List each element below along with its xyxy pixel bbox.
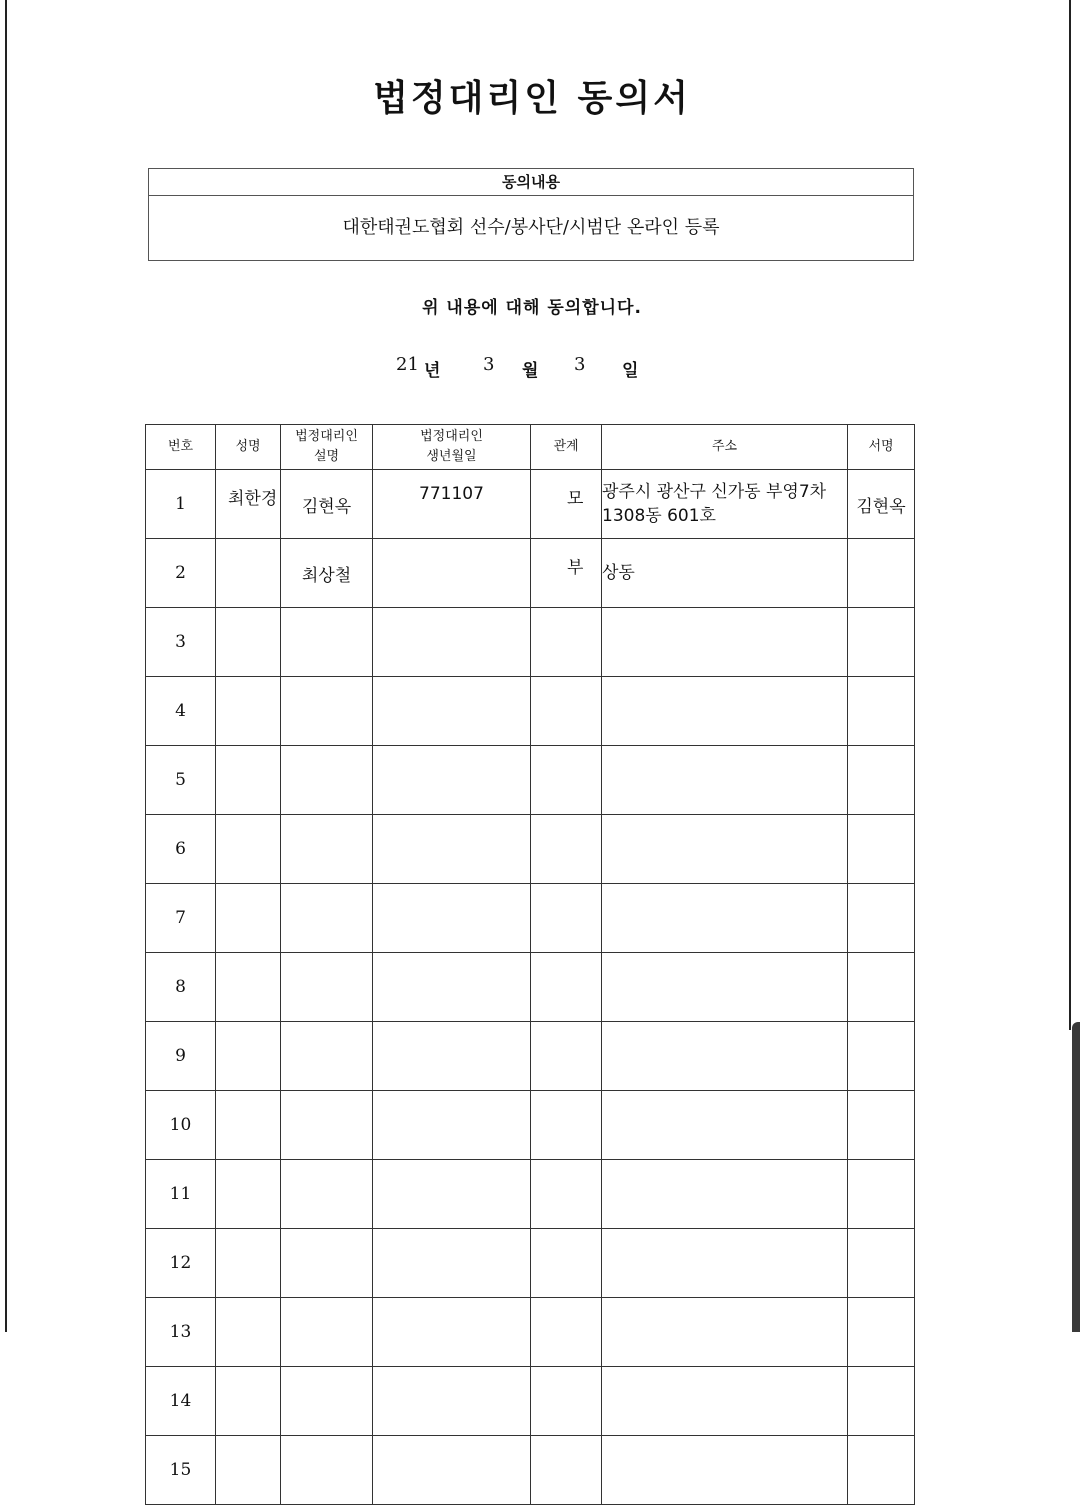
cell-relation: 모 bbox=[531, 470, 602, 539]
cell-number: 15 bbox=[146, 1436, 216, 1505]
consent-box bbox=[148, 168, 914, 261]
cell-relation bbox=[531, 608, 602, 677]
cell-address bbox=[602, 884, 848, 953]
cell-name bbox=[216, 677, 281, 746]
cell-name bbox=[216, 746, 281, 815]
cell-signature bbox=[848, 953, 915, 1022]
table-header-row bbox=[146, 425, 915, 470]
cell-rep-birth bbox=[373, 677, 531, 746]
cell-address: 광주시 광산구 신가동 부영7차 1308동 601호 bbox=[602, 470, 848, 539]
cell-signature bbox=[848, 815, 915, 884]
cell-relation bbox=[531, 884, 602, 953]
cell-address: 상동 bbox=[602, 539, 848, 608]
cell-relation bbox=[531, 746, 602, 815]
cell-signature bbox=[848, 608, 915, 677]
header-name: 성명 bbox=[216, 425, 281, 470]
cell-rep-name bbox=[281, 953, 373, 1022]
cell-number: 10 bbox=[146, 1091, 216, 1160]
table-row bbox=[146, 677, 915, 746]
cell-rep-name bbox=[281, 608, 373, 677]
table-row bbox=[146, 470, 915, 539]
cell-number: 1 bbox=[146, 470, 216, 539]
guardian-table bbox=[145, 424, 915, 1505]
cell-address bbox=[602, 746, 848, 815]
cell-rep-birth bbox=[373, 953, 531, 1022]
cell-signature bbox=[848, 1367, 915, 1436]
cell-name bbox=[216, 608, 281, 677]
cell-name bbox=[216, 1091, 281, 1160]
cell-signature bbox=[848, 539, 915, 608]
cell-address bbox=[602, 677, 848, 746]
cell-relation bbox=[531, 1022, 602, 1091]
table-row bbox=[146, 884, 915, 953]
cell-name bbox=[216, 539, 281, 608]
cell-signature bbox=[848, 746, 915, 815]
cell-address bbox=[602, 1022, 848, 1091]
cell-signature bbox=[848, 1022, 915, 1091]
cell-number: 8 bbox=[146, 953, 216, 1022]
cell-signature bbox=[848, 1091, 915, 1160]
cell-name bbox=[216, 1160, 281, 1229]
table-row bbox=[146, 1367, 915, 1436]
cell-rep-birth bbox=[373, 1229, 531, 1298]
cell-address bbox=[602, 1091, 848, 1160]
table-row bbox=[146, 953, 915, 1022]
cell-signature bbox=[848, 1160, 915, 1229]
table-row bbox=[146, 539, 915, 608]
cell-number: 3 bbox=[146, 608, 216, 677]
cell-rep-birth: 771107 bbox=[373, 470, 531, 539]
agreement-statement: 위 내용에 대해 동의합니다. bbox=[422, 298, 642, 318]
document-title: 법정대리인 동의서 bbox=[373, 78, 691, 119]
cell-rep-name bbox=[281, 815, 373, 884]
cell-rep-name bbox=[281, 1022, 373, 1091]
consent-text: 대한태권도협회 선수/봉사단/시범단 온라인 등록 bbox=[342, 217, 720, 238]
table-row bbox=[146, 815, 915, 884]
page-frame-left bbox=[5, 0, 7, 1332]
cell-relation: 부 bbox=[531, 539, 602, 608]
cell-relation bbox=[531, 1298, 602, 1367]
page-frame-right bbox=[1069, 0, 1071, 1030]
cell-rep-name bbox=[281, 1367, 373, 1436]
cell-name bbox=[216, 1229, 281, 1298]
cell-relation bbox=[531, 677, 602, 746]
cell-signature: 김현옥 bbox=[848, 470, 915, 539]
cell-name bbox=[216, 884, 281, 953]
cell-name bbox=[216, 1436, 281, 1505]
header-number: 번호 bbox=[146, 425, 216, 470]
cell-address bbox=[602, 1367, 848, 1436]
cell-number: 14 bbox=[146, 1367, 216, 1436]
table-row bbox=[146, 1436, 915, 1505]
header-rep-birth bbox=[373, 425, 531, 470]
cell-rep-name: 최상철 bbox=[281, 539, 373, 608]
cell-relation bbox=[531, 953, 602, 1022]
cell-rep-name: 김현옥 bbox=[281, 470, 373, 539]
cell-address bbox=[602, 815, 848, 884]
cell-name: 최한경 bbox=[216, 470, 281, 539]
cell-rep-name bbox=[281, 1436, 373, 1505]
cell-name bbox=[216, 1022, 281, 1091]
cell-number: 11 bbox=[146, 1160, 216, 1229]
cell-rep-birth bbox=[373, 746, 531, 815]
cell-number: 5 bbox=[146, 746, 216, 815]
cell-rep-birth bbox=[373, 539, 531, 608]
date-year-unit: 년 bbox=[424, 361, 441, 381]
table-row bbox=[146, 1298, 915, 1367]
cell-relation bbox=[531, 1091, 602, 1160]
date-month-unit: 월 bbox=[522, 361, 539, 381]
cell-rep-birth bbox=[373, 1022, 531, 1091]
cell-address bbox=[602, 953, 848, 1022]
cell-signature bbox=[848, 1436, 915, 1505]
cell-rep-birth bbox=[373, 884, 531, 953]
cell-number: 12 bbox=[146, 1229, 216, 1298]
cell-signature bbox=[848, 884, 915, 953]
consent-header: 동의내용 bbox=[149, 169, 913, 196]
cell-address bbox=[602, 1160, 848, 1229]
header-rep-birth-label: 법정대리인 생년월일 bbox=[420, 429, 483, 464]
header-relation: 관계 bbox=[531, 425, 602, 470]
cell-rep-birth bbox=[373, 815, 531, 884]
cell-number: 6 bbox=[146, 815, 216, 884]
cell-rep-name bbox=[281, 1160, 373, 1229]
cell-signature bbox=[848, 1229, 915, 1298]
cell-rep-birth bbox=[373, 1298, 531, 1367]
table-row bbox=[146, 1229, 915, 1298]
cell-name bbox=[216, 953, 281, 1022]
header-address: 주소 bbox=[602, 425, 848, 470]
cell-number: 9 bbox=[146, 1022, 216, 1091]
cell-rep-birth bbox=[373, 1091, 531, 1160]
cell-name bbox=[216, 815, 281, 884]
cell-relation bbox=[531, 1229, 602, 1298]
date-day: 3 bbox=[574, 354, 586, 375]
cell-relation bbox=[531, 815, 602, 884]
table-row bbox=[146, 1022, 915, 1091]
cell-address bbox=[602, 1436, 848, 1505]
cell-rep-name bbox=[281, 884, 373, 953]
cell-rep-name bbox=[281, 1229, 373, 1298]
cell-rep-birth bbox=[373, 1367, 531, 1436]
cell-rep-birth bbox=[373, 1436, 531, 1505]
cell-signature bbox=[848, 1298, 915, 1367]
table-row bbox=[146, 608, 915, 677]
cell-address bbox=[602, 608, 848, 677]
cell-relation bbox=[531, 1160, 602, 1229]
cell-name bbox=[216, 1367, 281, 1436]
cell-address bbox=[602, 1298, 848, 1367]
cell-number: 7 bbox=[146, 884, 216, 953]
header-rep-name-label: 법정대리인 설명 bbox=[295, 429, 358, 464]
header-rep-name bbox=[281, 425, 373, 470]
cell-rep-name bbox=[281, 1298, 373, 1367]
date-month: 3 bbox=[483, 354, 495, 375]
cell-name bbox=[216, 1298, 281, 1367]
cell-rep-birth bbox=[373, 608, 531, 677]
table-row bbox=[146, 746, 915, 815]
cell-rep-birth bbox=[373, 1160, 531, 1229]
date-day-unit: 일 bbox=[622, 361, 639, 381]
date-year: 21 bbox=[396, 354, 419, 375]
cell-rep-name bbox=[281, 746, 373, 815]
table-row bbox=[146, 1091, 915, 1160]
cell-address bbox=[602, 1229, 848, 1298]
cell-relation bbox=[531, 1436, 602, 1505]
header-signature: 서명 bbox=[848, 425, 915, 470]
cell-number: 2 bbox=[146, 539, 216, 608]
cell-number: 13 bbox=[146, 1298, 216, 1367]
scrollbar[interactable] bbox=[1072, 1022, 1080, 1332]
cell-signature bbox=[848, 677, 915, 746]
cell-rep-name bbox=[281, 1091, 373, 1160]
cell-relation bbox=[531, 1367, 602, 1436]
cell-number: 4 bbox=[146, 677, 216, 746]
cell-rep-name bbox=[281, 677, 373, 746]
table-row bbox=[146, 1160, 915, 1229]
